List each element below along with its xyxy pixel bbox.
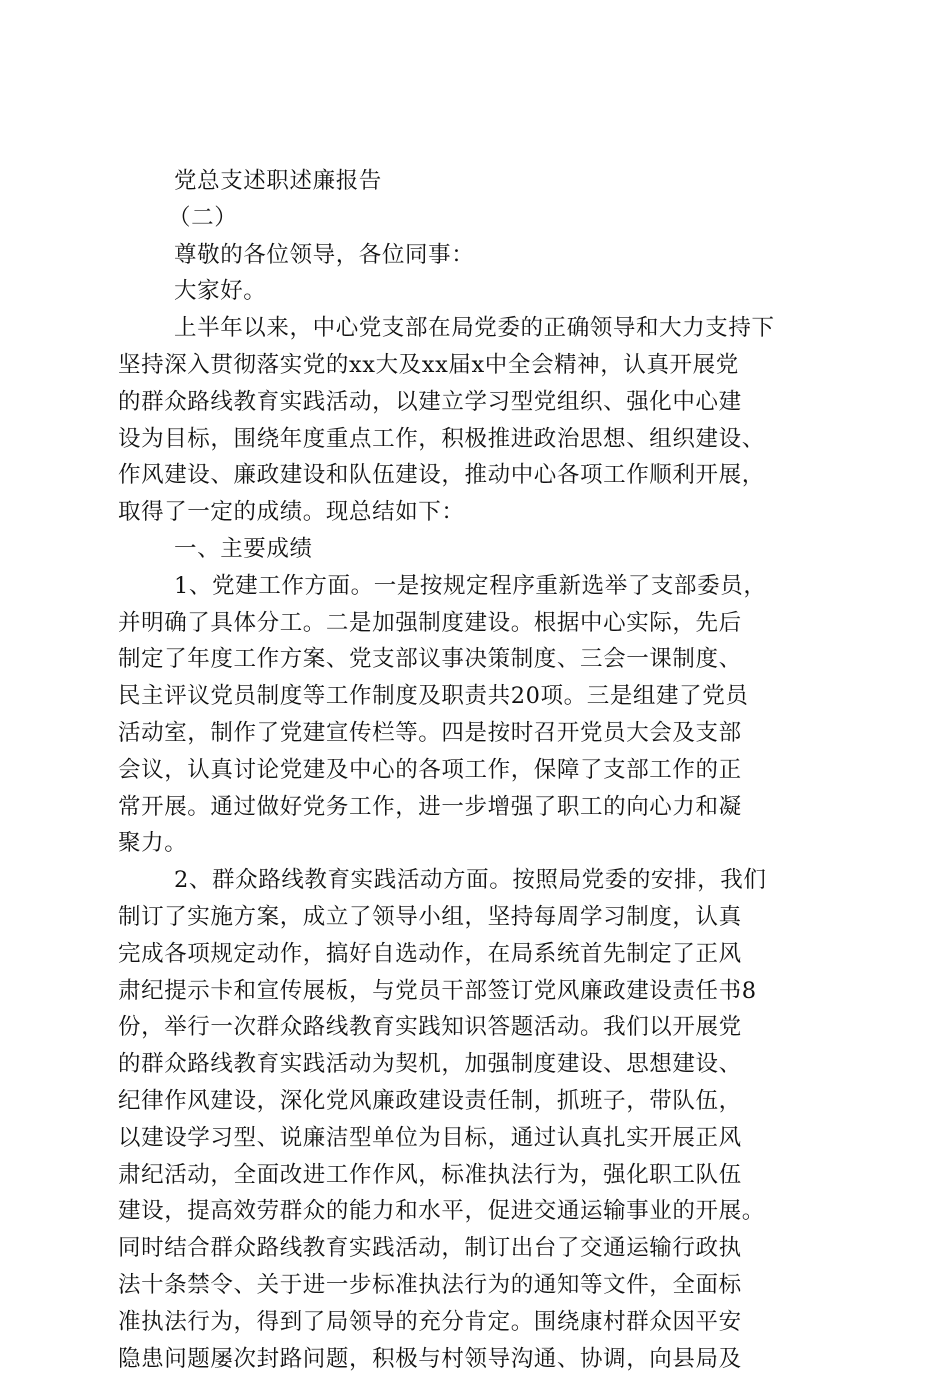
paragraph-line: 肃纪活动，全面改进工作作风，标准执法行为，强化职工队伍 — [118, 1157, 858, 1194]
paragraph-line: 同时结合群众路线教育实践活动，制订出台了交通运输行政执 — [118, 1230, 858, 1267]
paragraph-line: 上半年以来，中心党支部在局党委的正确领导和大力支持下 — [118, 310, 858, 347]
paragraph-line: 常开展。通过做好党务工作，进一步增强了职工的向心力和凝 — [118, 789, 858, 826]
paragraph-line: 一、主要成绩 — [118, 531, 858, 568]
paragraph-line: 准执法行为，得到了局领导的充分肯定。围绕康村群众因平安 — [118, 1304, 858, 1341]
paragraph-line: 作风建设、廉政建设和队伍建设，推动中心各项工作顺利开展， — [118, 457, 858, 494]
paragraph-line: 设为目标，围绕年度重点工作，积极推进政治思想、组织建设、 — [118, 421, 858, 458]
paragraph-line: 建设，提高效劳群众的能力和水平，促进交通运输事业的开展。 — [118, 1193, 858, 1230]
document-subtitle: （二） — [118, 200, 858, 237]
document-page — [118, 163, 858, 1377]
paragraph-line: 的群众路线教育实践活动，以建立学习型党组织、强化中心建 — [118, 384, 858, 421]
paragraph-line: 坚持深入贯彻落实党的xx大及xx届x中全会精神，认真开展党 — [118, 347, 858, 384]
paragraph-line: 隐患问题屡次封路问题，积极与村领导沟通、协调，向县局及 — [118, 1341, 858, 1377]
paragraph — [118, 568, 858, 862]
body-text — [118, 310, 858, 1377]
paragraph — [118, 862, 858, 1377]
paragraph — [118, 310, 858, 531]
paragraph-line: 制定了年度工作方案、党支部议事决策制度、三会一课制度、 — [118, 641, 858, 678]
paragraph-line: 聚力。 — [118, 825, 858, 862]
paragraph-line: 取得了一定的成绩。现总结如下： — [118, 494, 858, 531]
salutation: 尊敬的各位领导，各位同事： — [118, 237, 858, 274]
paragraph-line: 的群众路线教育实践活动为契机，加强制度建设、思想建设、 — [118, 1046, 858, 1083]
paragraph-line: 1、党建工作方面。一是按规定程序重新选举了支部委员， — [118, 568, 858, 605]
paragraph-line: 肃纪提示卡和宣传展板，与党员干部签订党风廉政建设责任书8 — [118, 973, 858, 1010]
document-title: 党总支述职述廉报告 — [118, 163, 858, 200]
paragraph-line: 完成各项规定动作，搞好自选动作，在局系统首先制定了正风 — [118, 936, 858, 973]
greeting: 大家好。 — [118, 273, 858, 310]
paragraph-line: 民主评议党员制度等工作制度及职责共20项。三是组建了党员 — [118, 678, 858, 715]
paragraph — [118, 531, 858, 568]
paragraph-line: 2、群众路线教育实践活动方面。按照局党委的安排，我们 — [118, 862, 858, 899]
paragraph-line: 会议，认真讨论党建及中心的各项工作，保障了支部工作的正 — [118, 752, 858, 789]
paragraph-line: 制订了实施方案，成立了领导小组，坚持每周学习制度，认真 — [118, 899, 858, 936]
paragraph-line: 纪律作风建设，深化党风廉政建设责任制，抓班子，带队伍， — [118, 1083, 858, 1120]
paragraph-line: 并明确了具体分工。二是加强制度建设。根据中心实际，先后 — [118, 605, 858, 642]
paragraph-line: 法十条禁令、关于进一步标准执法行为的通知等文件，全面标 — [118, 1267, 858, 1304]
paragraph-line: 以建设学习型、说廉洁型单位为目标，通过认真扎实开展正风 — [118, 1120, 858, 1157]
paragraph-line: 活动室，制作了党建宣传栏等。四是按时召开党员大会及支部 — [118, 715, 858, 752]
paragraph-line: 份，举行一次群众路线教育实践知识答题活动。我们以开展党 — [118, 1009, 858, 1046]
